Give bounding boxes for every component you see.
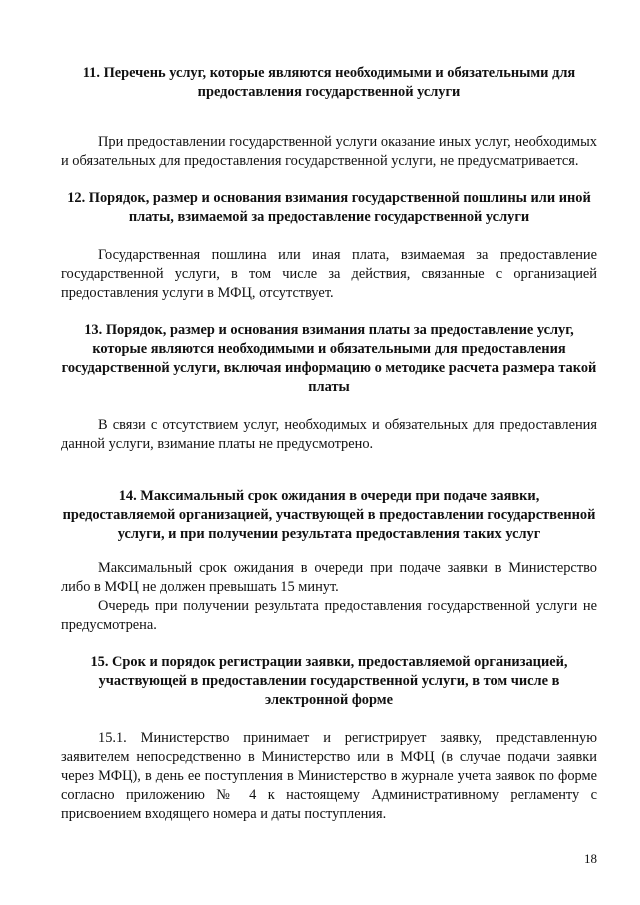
document-content	[61, 64, 597, 824]
section-13-paragraph-1: В связи с отсутствием услуг, необходимых и обязательных для предоставления данной услуги, взимание платы не предусмотрено.	[61, 417, 597, 452]
section-12	[61, 189, 597, 303]
section-14-paragraph-1: Максимальный срок ожидания в очереди при подаче заявки в Министерство либо в МФЦ не должен превышать 15 минут.	[61, 560, 597, 595]
section-13-heading: 13. Порядок, размер и основания взимания платы за предоставление услуг, которые являются необходимыми и обязательными для предоставления государственной услуги, включая информацию о методике расчета размера такой платы	[61, 322, 597, 395]
section-12-heading: 12. Порядок, размер и основания взимания государственной пошлины или иной платы, взимаемой за предоставление государственной услуги	[67, 190, 591, 225]
section-15-paragraph-1: 15.1. Министерство принимает и регистрирует заявку, представленную заявителем непосредственно в Министерство или в МФЦ (в случае подачи заявки через МФЦ), в день ее поступления в Министерство в журнале учета заявок по форме согласно приложению № 4 к настоящему Административному регламенту с присвоением входящего номера и даты поступления.	[61, 730, 597, 822]
section-14-heading: 14. Максимальный срок ожидания в очереди при подаче заявки, предоставляемой организацией, участвующей в предоставлении государственной услуги, и при получении результата предоставления таких услуг	[62, 488, 596, 542]
section-14	[61, 487, 597, 635]
section-11-heading: 11. Перечень услуг, которые являются необходимыми и обязательными для предоставления государственной услуги	[82, 65, 576, 100]
section-15-heading: 15. Срок и порядок регистрации заявки, предоставляемой организацией, участвующей в предоставлении государственной услуги, в том числе в электронной форме	[90, 654, 568, 708]
section-11-paragraph-1: При предоставлении государственной услуги оказание иных услуг, необходимых и обязательных для предоставления государственной услуги, не предусматривается.	[61, 134, 597, 169]
section-11	[61, 64, 597, 171]
page-number: 18	[584, 851, 597, 866]
section-14-paragraph-2: Очередь при получении результата предоставления государственной услуги не предусмотрена.	[61, 598, 597, 633]
section-12-paragraph-1: Государственная пошлина или иная плата, взимаемая за предоставление государственной услуги, в том числе за действия, связанные с организацией предоставления услуги в МФЦ, отсутствует.	[61, 247, 597, 301]
section-13	[61, 321, 597, 454]
section-15	[61, 653, 597, 824]
